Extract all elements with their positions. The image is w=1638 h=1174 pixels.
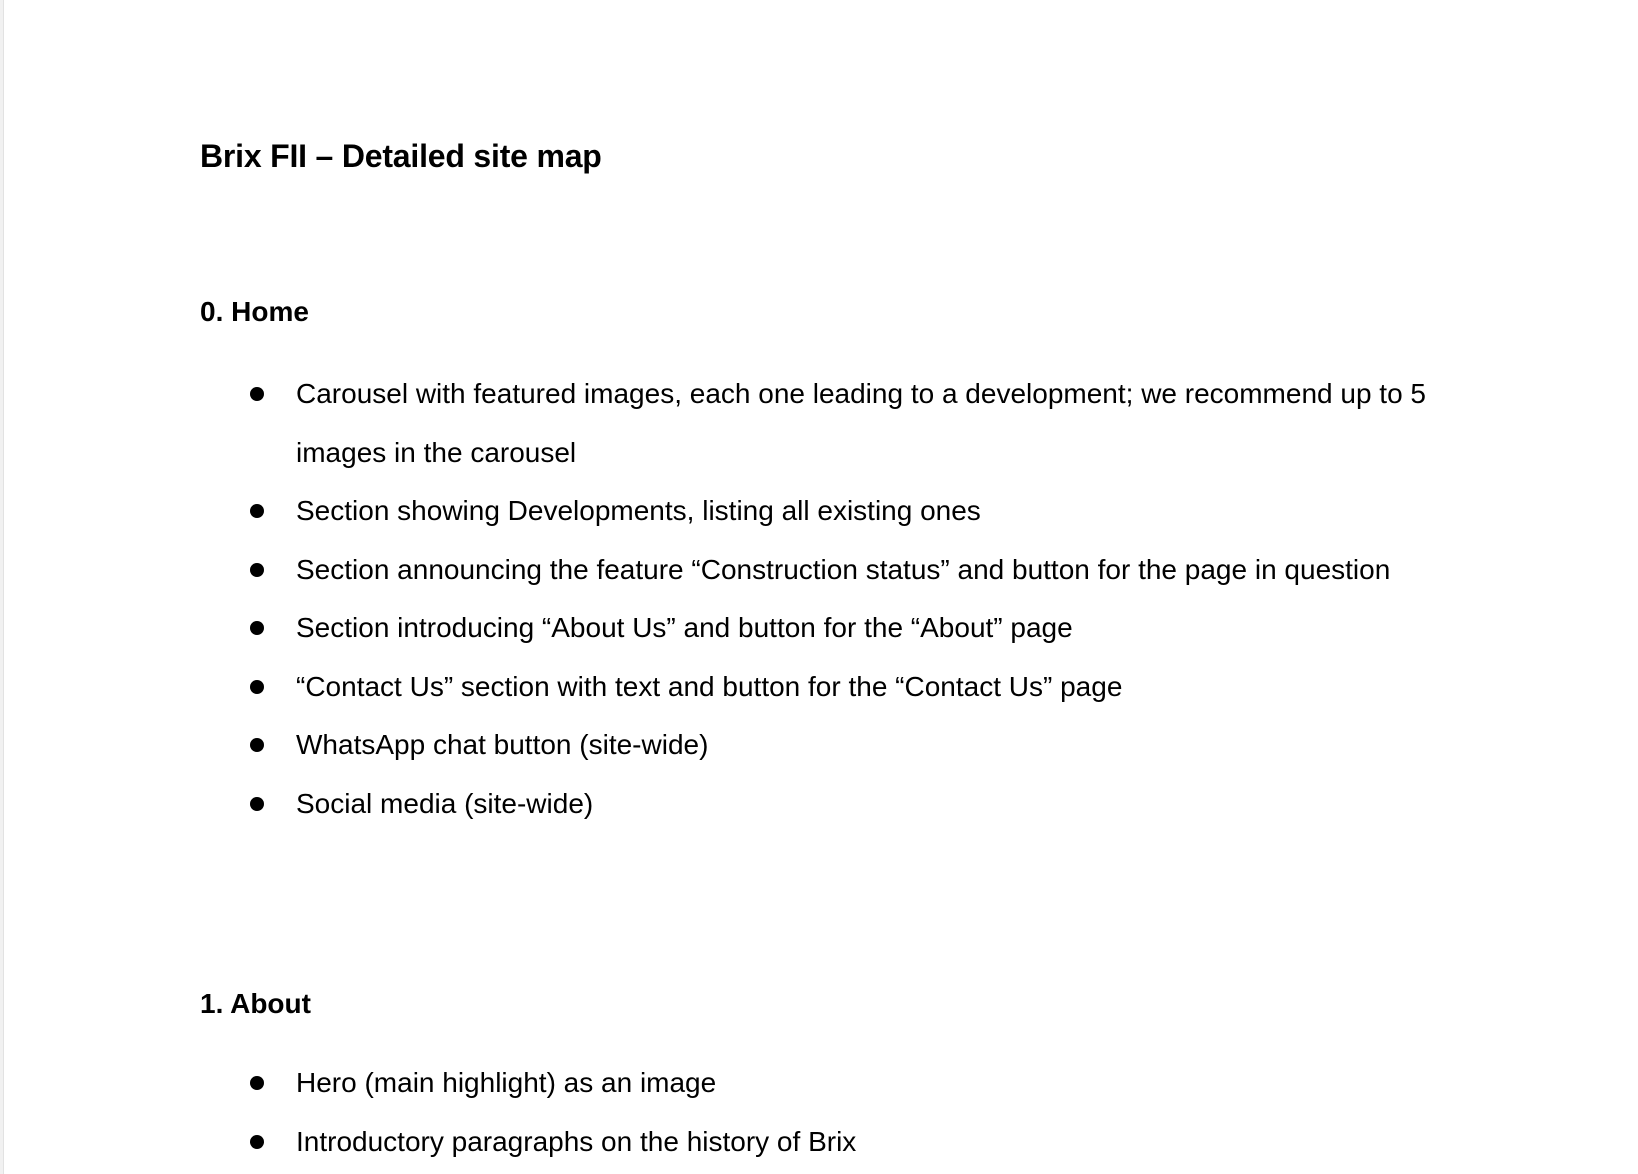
list-item-text: Section introducing “About Us” and button for the “About” page	[296, 612, 1073, 643]
list-item-text: Carousel with featured images, each one leading to a development; we recommend up to 5 images in the carousel	[296, 378, 1427, 468]
bullet-icon	[250, 504, 264, 518]
bullet-icon	[250, 1135, 264, 1149]
bullet-icon	[250, 1076, 264, 1090]
list-item-text: Social media (site-wide)	[296, 787, 594, 819]
bullet-icon	[250, 738, 264, 752]
list-item-text: “Contact Us” section with text and button for the “Contact Us” page	[296, 670, 1123, 702]
list-item	[200, 1113, 1460, 1172]
list-item	[200, 1054, 1460, 1113]
list-item-text: Section announcing the feature “Construction status” and button for the page in question	[296, 553, 1391, 585]
bullet-icon	[250, 387, 264, 401]
list-item	[200, 599, 1460, 658]
section-heading-home: 0. Home	[200, 296, 309, 327]
list-item	[200, 541, 1460, 600]
about-bullet-list	[200, 1054, 1460, 1171]
bullet-icon	[250, 621, 264, 635]
bullet-icon	[250, 563, 264, 577]
list-item-text: WhatsApp chat button (site-wide)	[296, 729, 709, 760]
home-bullet-list	[200, 365, 1460, 833]
bullet-icon	[250, 680, 264, 694]
list-item-text: Introductory paragraphs on the history of Brix	[296, 1125, 857, 1157]
bullet-icon	[250, 797, 264, 811]
list-item-text: Hero (main highlight) as an image	[296, 1067, 717, 1098]
section-heading-about: 1. About	[200, 988, 311, 1019]
document-title: Brix FII – Detailed site map	[200, 138, 602, 174]
list-item-text: Section showing Developments, listing all existing ones	[296, 495, 981, 526]
list-item	[200, 775, 1460, 834]
list-item	[200, 658, 1460, 717]
list-item	[200, 482, 1460, 541]
list-item	[200, 365, 1460, 482]
document-page	[4, 0, 1638, 1174]
list-item	[200, 716, 1460, 775]
